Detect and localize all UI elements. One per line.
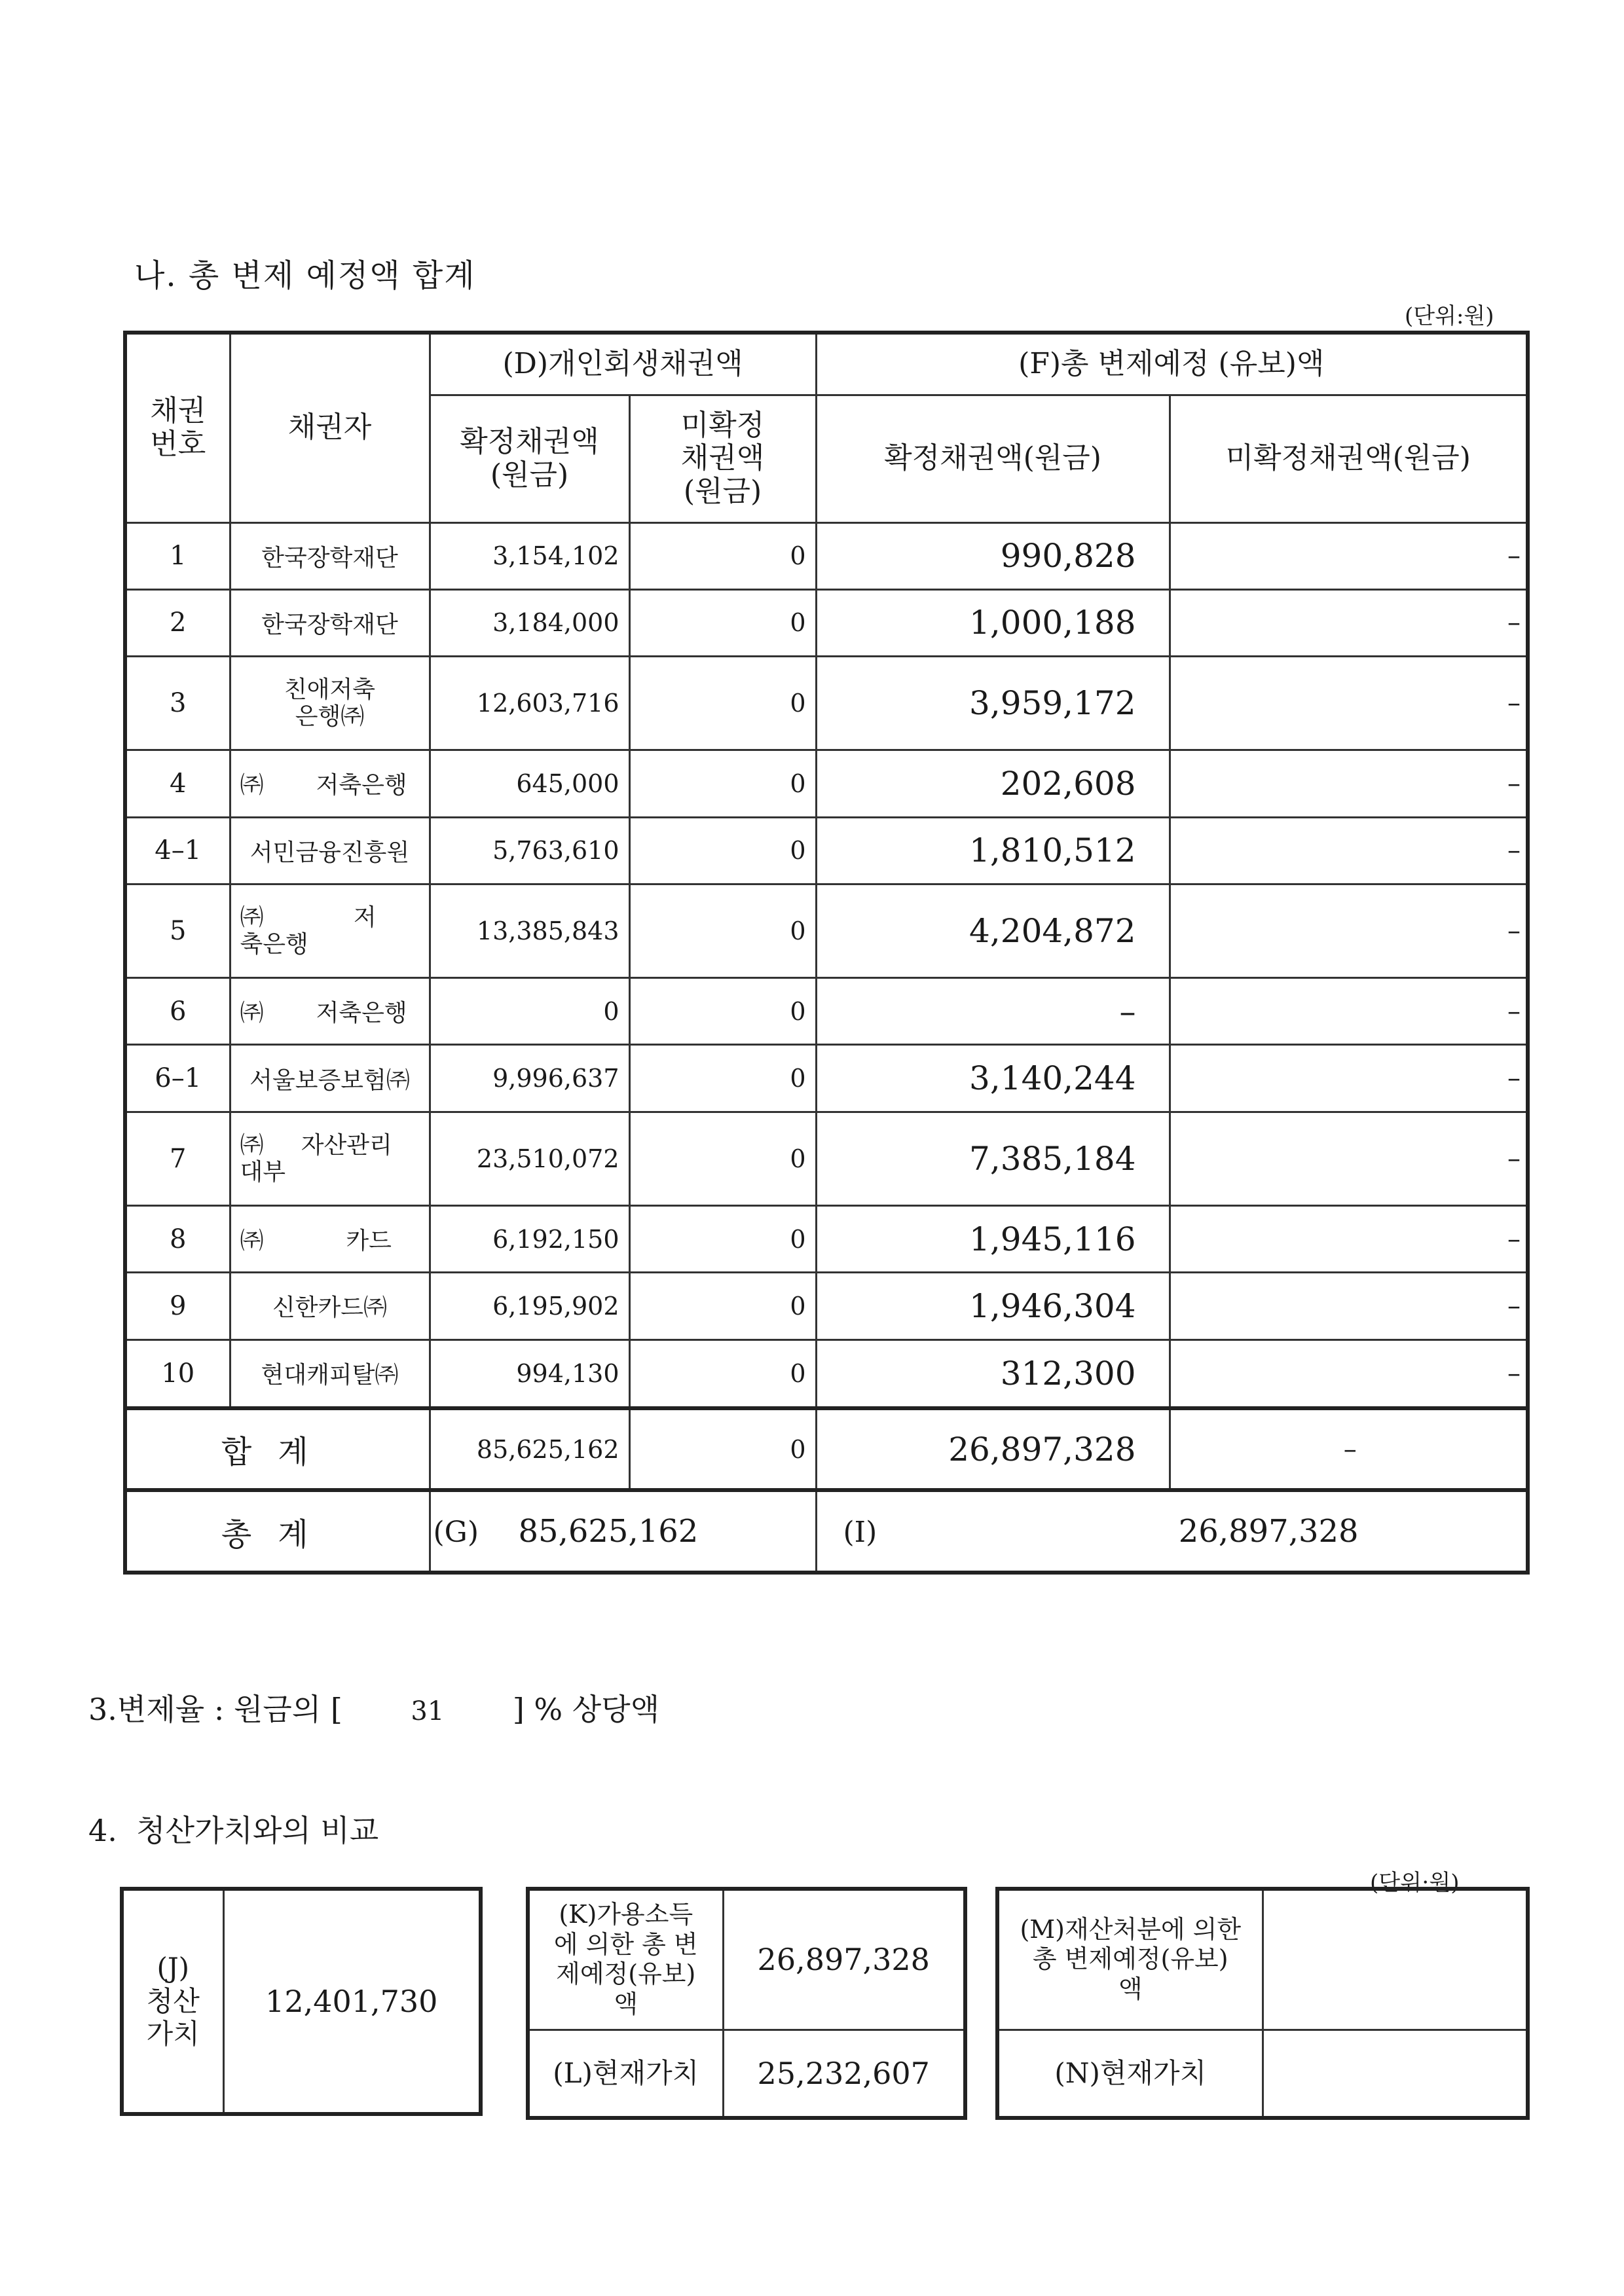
row-d-unconfirmed: 0: [629, 1112, 816, 1206]
row-creditor: ㈜ 저축은행: [230, 750, 430, 817]
sum-row: [125, 1408, 1528, 1491]
j-value: 12,401,730: [223, 1889, 481, 2114]
table-row: [125, 1273, 1528, 1339]
table-row: [125, 750, 1528, 817]
row-no: 8: [125, 1206, 230, 1273]
row-d-unconfirmed: 0: [629, 1206, 816, 1273]
row-f-confirmed: 4,204,872: [816, 884, 1170, 978]
row-f-confirmed: 1,946,304: [816, 1273, 1170, 1339]
row-f-confirmed: 7,385,184: [816, 1112, 1170, 1206]
row-creditor: ㈜ 저축은행: [230, 978, 430, 1045]
row-d-unconfirmed: 0: [629, 1045, 816, 1112]
asset-disposal-box: [995, 1887, 1530, 2120]
row-no: 9: [125, 1273, 230, 1339]
row-f-confirmed: 202,608: [816, 750, 1170, 817]
row-creditor: 서울보증보험㈜: [230, 1045, 430, 1112]
row-d-confirmed: 645,000: [430, 750, 629, 817]
row-d-unconfirmed: 0: [629, 1273, 816, 1339]
sum-label: 합계: [125, 1408, 430, 1491]
row-no: 5: [125, 884, 230, 978]
row-d-confirmed: 3,184,000: [430, 589, 629, 656]
row-f-unconfirmed: –: [1170, 884, 1528, 978]
row-d-unconfirmed: 0: [629, 656, 816, 750]
row-creditor: 현대캐피탈㈜: [230, 1339, 430, 1408]
row-creditor: ㈜ 자산관리 대부: [230, 1112, 430, 1206]
row-d-unconfirmed: 0: [629, 750, 816, 817]
row-no: 6: [125, 978, 230, 1045]
n-label: (N)현재가치: [997, 2030, 1263, 2118]
row-no: 2: [125, 589, 230, 656]
row-d-confirmed: 6,195,902: [430, 1273, 629, 1339]
table-row: [125, 1112, 1528, 1206]
row-f-unconfirmed: –: [1170, 1206, 1528, 1273]
available-income-box: [526, 1887, 967, 2120]
row-f-unconfirmed: –: [1170, 656, 1528, 750]
row-d-confirmed: 3,154,102: [430, 522, 629, 589]
j-label: (J) 청산 가치: [122, 1889, 223, 2114]
row-f-confirmed: 3,959,172: [816, 656, 1170, 750]
repayment-rate: [88, 1686, 659, 1729]
row-creditor: 친애저축 은행㈜: [230, 656, 430, 750]
rate-value: 31: [411, 1696, 445, 1726]
section-title: 나. 총 변제 예정액 합계: [134, 257, 476, 294]
row-f-unconfirmed: –: [1170, 817, 1528, 884]
table-row: [125, 1206, 1528, 1273]
row-no: 3: [125, 656, 230, 750]
header-no: 채권 번호: [125, 333, 230, 522]
table-row: [125, 817, 1528, 884]
row-f-unconfirmed: –: [1170, 1045, 1528, 1112]
total-row: [125, 1490, 1528, 1573]
row-f-confirmed: 990,828: [816, 522, 1170, 589]
row-d-unconfirmed: 0: [629, 978, 816, 1045]
sum-f-confirmed: 26,897,328: [816, 1408, 1170, 1491]
table-row: [125, 978, 1528, 1045]
row-no: 6–1: [125, 1045, 230, 1112]
rate-suffix: ] % 상당액: [512, 1692, 660, 1727]
row-creditor: 한국장학재단: [230, 589, 430, 656]
row-f-unconfirmed: –: [1170, 978, 1528, 1045]
k-label: (K)가용소득 에 의한 총 변 제예정(유보) 액: [528, 1889, 723, 2030]
row-creditor: ㈜ 저 축은행: [230, 884, 430, 978]
total-g: [430, 1490, 816, 1573]
row-f-confirmed: –: [816, 978, 1170, 1045]
rate-prefix: 3.변제율 : 원금의 [: [88, 1692, 342, 1727]
row-no: 4–1: [125, 817, 230, 884]
row-f-unconfirmed: –: [1170, 750, 1528, 817]
table-row: [125, 1339, 1528, 1408]
row-f-unconfirmed: –: [1170, 522, 1528, 589]
row-d-confirmed: 13,385,843: [430, 884, 629, 978]
total-g-label: (G): [433, 1516, 479, 1550]
row-no: 4: [125, 750, 230, 817]
row-no: 1: [125, 522, 230, 589]
total-i-label: (I): [843, 1516, 877, 1550]
row-f-confirmed: 3,140,244: [816, 1045, 1170, 1112]
table-row: [125, 884, 1528, 978]
row-f-confirmed: 1,945,116: [816, 1206, 1170, 1273]
row-f-unconfirmed: –: [1170, 1112, 1528, 1206]
header-creditor: 채권자: [230, 333, 430, 522]
row-no: 10: [125, 1339, 230, 1408]
sum-d-confirmed: 85,625,162: [430, 1408, 629, 1491]
header-group-f: (F)총 변제예정 (유보)액: [816, 333, 1528, 395]
row-d-unconfirmed: 0: [629, 817, 816, 884]
row-d-unconfirmed: 0: [629, 589, 816, 656]
table-row: [125, 1045, 1528, 1112]
row-d-confirmed: 994,130: [430, 1339, 629, 1408]
table-row: [125, 522, 1528, 589]
header-group-d: (D)개인회생채권액: [430, 333, 816, 395]
section4-title: 4. 청산가치와의 비교: [88, 1813, 379, 1848]
table-row: [125, 589, 1528, 656]
row-d-unconfirmed: 0: [629, 1339, 816, 1408]
row-creditor: 한국장학재단: [230, 522, 430, 589]
header-d-confirmed: 확정채권액 (원금): [430, 395, 629, 522]
row-d-confirmed: 5,763,610: [430, 817, 629, 884]
header-f-confirmed: 확정채권액(원금): [816, 395, 1170, 522]
repayment-summary-table: [123, 331, 1530, 1575]
m-label: (M)재산처분에 의한 총 변제예정(유보) 액: [997, 1889, 1263, 2030]
row-d-confirmed: 6,192,150: [430, 1206, 629, 1273]
row-f-unconfirmed: –: [1170, 1273, 1528, 1339]
row-creditor: 서민금융진흥원: [230, 817, 430, 884]
row-f-confirmed: 1,000,188: [816, 589, 1170, 656]
l-label: (L)현재가치: [528, 2030, 723, 2118]
total-label: 총계: [125, 1490, 430, 1573]
row-creditor: ㈜ 카드: [230, 1206, 430, 1273]
unit-label-2: (단위:원): [1370, 1870, 1460, 1896]
total-i-value: 26,897,328: [1178, 1513, 1359, 1550]
liquidation-value-box: [120, 1887, 483, 2116]
row-d-confirmed: 9,996,637: [430, 1045, 629, 1112]
table-header-row: [125, 333, 1528, 395]
sum-f-unconfirmed: –: [1170, 1408, 1528, 1491]
m-value: [1263, 1889, 1528, 2030]
row-no: 7: [125, 1112, 230, 1206]
n-value: [1263, 2030, 1528, 2118]
row-d-unconfirmed: 0: [629, 522, 816, 589]
unit-label: (단위:원): [1405, 303, 1494, 329]
row-creditor: 신한카드㈜: [230, 1273, 430, 1339]
total-g-value: 85,625,162: [518, 1513, 699, 1550]
l-value: 25,232,607: [723, 2030, 965, 2118]
total-i: [816, 1490, 1528, 1573]
row-d-unconfirmed: 0: [629, 884, 816, 978]
header-d-unconfirmed: 미확정 채권액 (원금): [629, 395, 816, 522]
header-f-unconfirmed: 미확정채권액(원금): [1170, 395, 1528, 522]
row-f-unconfirmed: –: [1170, 589, 1528, 656]
sum-d-unconfirmed: 0: [629, 1408, 816, 1491]
row-f-confirmed: 312,300: [816, 1339, 1170, 1408]
row-d-confirmed: 23,510,072: [430, 1112, 629, 1206]
table-row: [125, 656, 1528, 750]
k-value: 26,897,328: [723, 1889, 965, 2030]
row-d-confirmed: 0: [430, 978, 629, 1045]
row-f-unconfirmed: –: [1170, 1339, 1528, 1408]
row-d-confirmed: 12,603,716: [430, 656, 629, 750]
row-f-confirmed: 1,810,512: [816, 817, 1170, 884]
